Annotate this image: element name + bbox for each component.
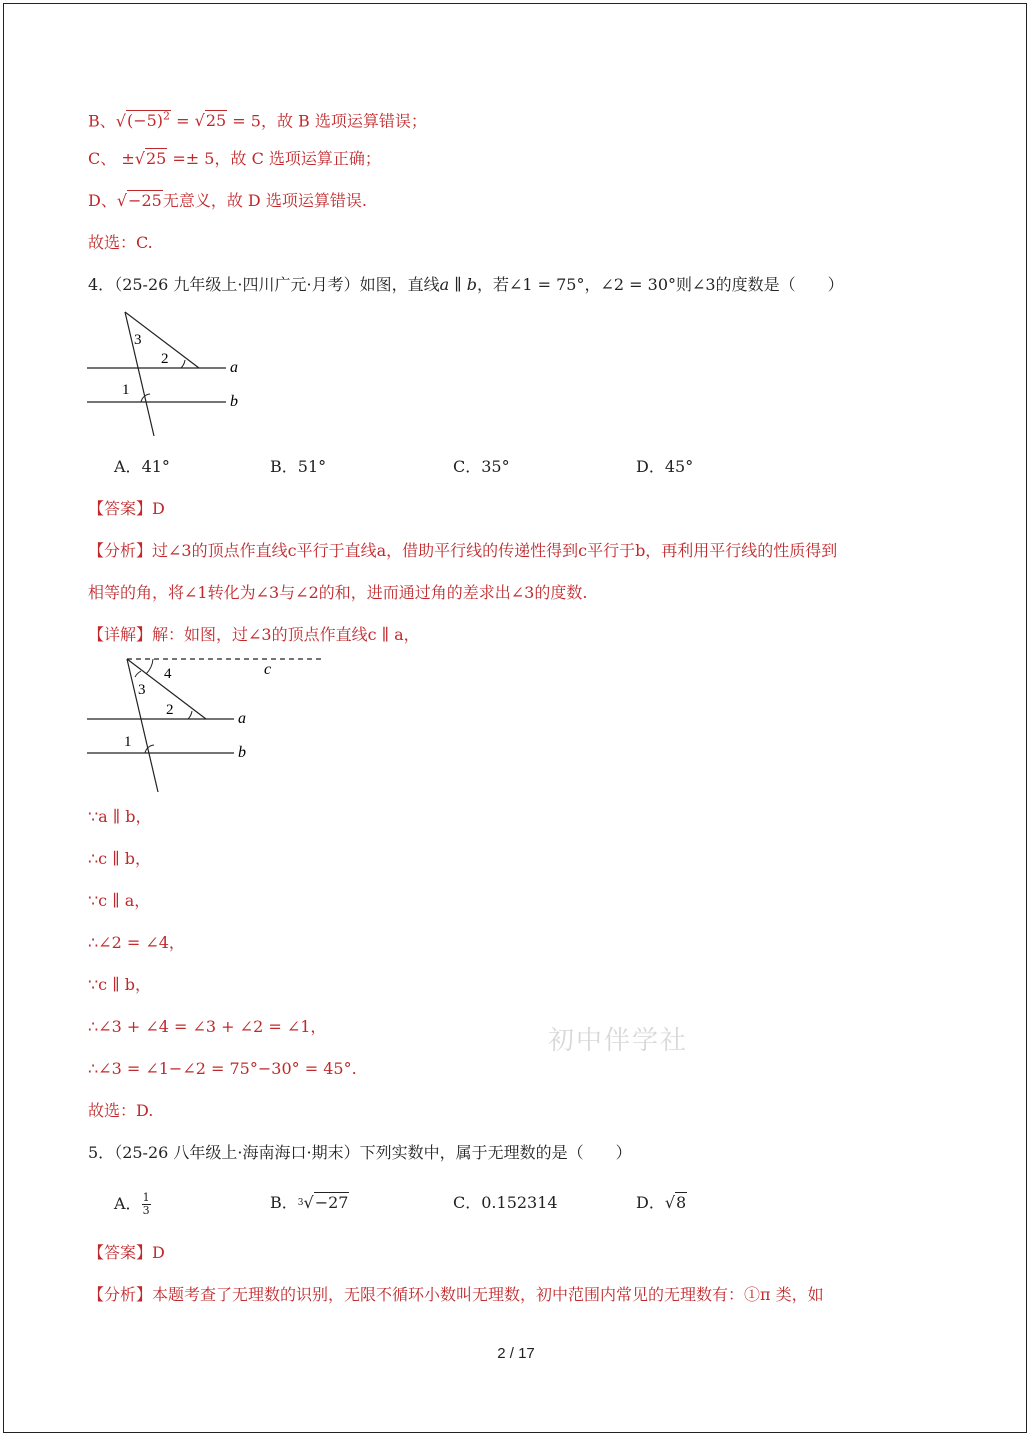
watermark: 初中伴学社 (548, 1026, 689, 1056)
q5-option-c[interactable]: C．0.152314 (453, 1193, 558, 1212)
q5-answer: 【答案】D (88, 1243, 165, 1262)
q4-stem: 4．（25-26 九年级上·四川广元·月考）如图，直线a ∥ b，若∠1 = 75°，∠2 = 30°则∠3的度数是（ ） (88, 275, 844, 294)
prev-conclusion: 故选：C. (88, 233, 153, 252)
proof-step: ∴∠3 = ∠1−∠2 = 75°−30° = 45°. (88, 1059, 357, 1078)
option-b-analysis: B、$√(-5)^2 = √25 = 5$，故 B 选项运算错误； (88, 106, 427, 132)
proof-step: ∵c ∥ b， (88, 975, 151, 994)
q4-option-a[interactable]: A．41° (114, 457, 170, 476)
proof-step: ∵c ∥ a， (88, 891, 151, 910)
angle-3-label: 3 (134, 332, 142, 348)
q4-analysis-line1: 【分析】过∠3的顶点作直线c平行于直线a，借助平行线的传递性得到c平行于b，再利用平行线的性质得到 (88, 541, 838, 560)
proof-step: ∵a ∥ b， (88, 807, 152, 826)
proof-step: ∴∠2 = ∠4， (88, 933, 185, 952)
q4-option-b[interactable]: B．51° (270, 457, 327, 476)
line-b-label: b (230, 393, 238, 410)
q4-conclusion: 故选：D. (88, 1101, 154, 1120)
q5-option-d[interactable]: D．√8 (636, 1193, 687, 1212)
q5-analysis-line1: 【分析】本题考查了无理数的识别，无限不循环小数叫无理数，初中范围内常见的无理数有：①π 类，如 (88, 1285, 824, 1304)
line-c-label: c (264, 661, 272, 678)
line-a-label: a (238, 710, 246, 727)
option-c-analysis: C、 ±√25 =± 5，故 C 选项运算正确； (88, 149, 381, 168)
angle-2-label: 2 (166, 702, 174, 718)
q5-option-a[interactable]: A． $\frac{1}{3}$ (114, 1191, 150, 1217)
q4-option-d[interactable]: D．45° (636, 457, 694, 476)
line-a-label: a (230, 359, 238, 376)
q4-detail-intro: 【详解】解：如图，过∠3的顶点作直线c ∥ a， (88, 625, 420, 644)
option-d-analysis: D、√−25无意义，故 D 选项运算错误. (88, 191, 367, 210)
angle-1-label: 1 (124, 734, 132, 750)
angle-2-label: 2 (161, 351, 169, 367)
page-number: 2 / 17 (497, 1345, 535, 1362)
q4-analysis-line2: 相等的角，将∠1转化为∠3与∠2的和，进而通过角的差求出∠3的度数. (88, 583, 588, 602)
q4-answer: 【答案】D (88, 499, 165, 518)
proof-step: ∴∠3 + ∠4 = ∠3 + ∠2 = ∠1， (88, 1017, 327, 1036)
angle-1-label: 1 (122, 382, 130, 398)
q5-source: （25-26 八年级上·海南海口·期末） (114, 1143, 360, 1162)
q4-option-c[interactable]: C．35° (453, 457, 510, 476)
q5-stem: 5．（25-26 八年级上·海南海口·期末）下列实数中，属于无理数的是（ ） (88, 1143, 632, 1162)
angle-3-label: 3 (138, 682, 146, 698)
angle-4-label: 4 (164, 666, 172, 682)
q4-detail-figure (84, 652, 334, 796)
q4-number: 4． (88, 275, 115, 294)
fraction: $\frac{1}{3}$ (142, 1191, 150, 1217)
line-b-label: b (238, 744, 246, 761)
proof-step: ∴c ∥ b， (88, 849, 151, 868)
sqrt-expression: $√(-5)^2$ (115, 110, 171, 131)
q4-figure (84, 306, 254, 440)
q4-source: （25-26 九年级上·四川广元·月考） (114, 275, 360, 294)
q5-option-b[interactable]: B．$^3$√−27 (270, 1193, 349, 1212)
q5-number: 5． (88, 1143, 115, 1162)
